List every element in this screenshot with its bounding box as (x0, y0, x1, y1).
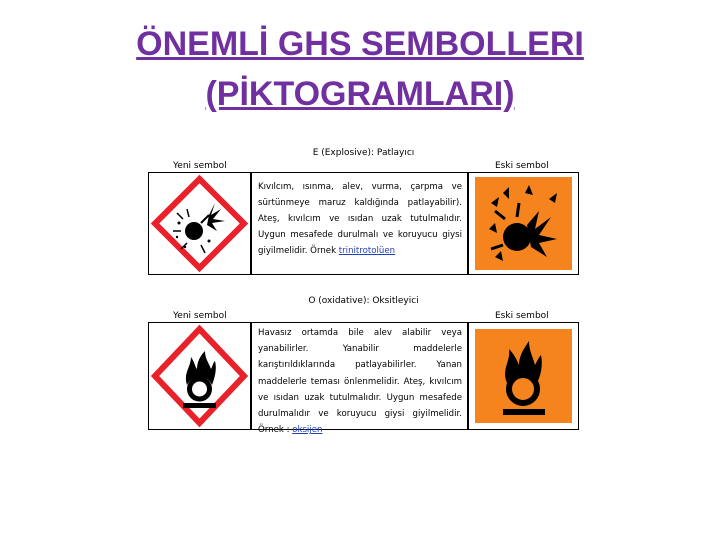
section-oxidative (148, 290, 579, 440)
example-link[interactable]: oksijen (292, 425, 323, 436)
exploding-bomb-icon (149, 173, 250, 274)
section-explosive (148, 140, 579, 280)
old-symbol-cell (468, 322, 579, 430)
old-symbol-cell (468, 172, 579, 275)
old-flame-over-circle-icon (469, 323, 578, 429)
old-symbol-label: Eski sembol (495, 161, 549, 171)
section-heading: O (oxidative): Oksitleyici (308, 296, 419, 306)
new-symbol-label: Yeni sembol (173, 161, 227, 171)
description-cell (251, 172, 468, 275)
page-title-line2: (PİKTOGRAMLARI) (205, 75, 515, 113)
ghs-pictogram-cell (148, 322, 251, 430)
hazard-description (258, 325, 462, 438)
old-exploding-bomb-icon (469, 173, 578, 274)
ghs-pictogram-cell (148, 172, 251, 275)
section-heading: E (Explosive): Patlayıcı (312, 148, 415, 158)
description-text: Kıvılcım, ısınma, alev, vurma, çarpma ve sürtünmeye maruz kaldığında patlayabilir). Ateş, kıvılcım ve ısıdan uzak tutulmalıdır. Uygun mesafede durulmalı ve koruyucu giysi giyilmelidir. Örnek (258, 182, 462, 256)
description-cell (251, 322, 468, 436)
hazard-description (258, 179, 462, 259)
flame-over-circle-icon (149, 323, 250, 429)
example-link[interactable]: trinitrotolüen (338, 246, 396, 256)
page-title-line1: ÖNEMLİ GHS SEMBOLLERI (136, 25, 584, 63)
new-symbol-label: Yeni sembol (173, 311, 227, 321)
description-text: Havasız ortamda bile alev alabilir veya yanabilirler. Yanabilir maddelerle karıştırıldıklarında patlayabilirler. Yanan maddelerle teması önlenmelidir. Ateş, kıvılcım ve ısıdan uzak tutulmalıdır. Uygun mesafede durulmalıdır ve koruyucu giysi giyilmelidir. Örnek : (258, 328, 462, 436)
old-symbol-label: Eski sembol (495, 311, 549, 321)
